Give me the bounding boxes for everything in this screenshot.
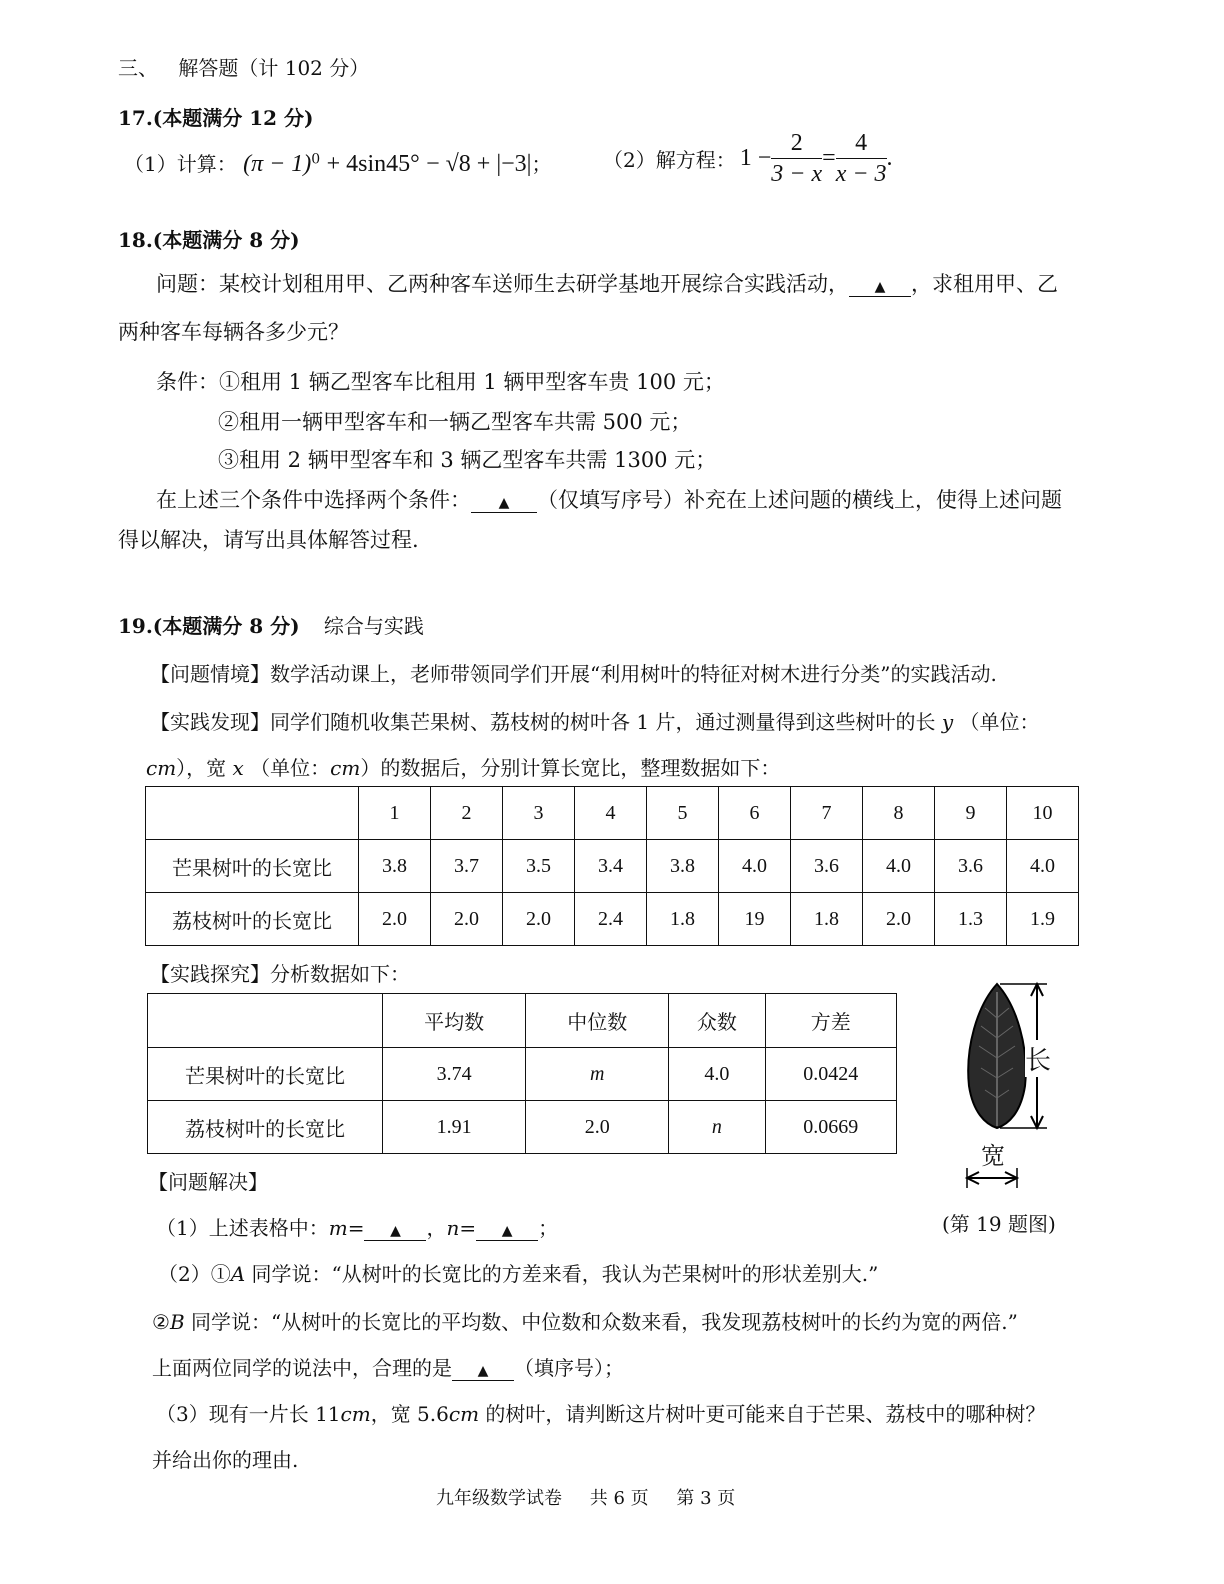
q18-instr-b: （仅填写序号）补充在上述问题的横线上，使得上述问题 <box>537 488 1062 512</box>
q18-instruction-line1 <box>156 484 1062 514</box>
q18-header: 18.(本题满分 8 分) <box>118 228 300 252</box>
answer-blank[interactable]: ▲ <box>452 1362 514 1381</box>
q19-discovery-line2 <box>146 752 780 781</box>
answer-blank[interactable]: ▲ <box>471 494 537 513</box>
table-header-cell: 方差 <box>765 994 896 1048</box>
table-cell: 2.0 <box>503 893 575 946</box>
table-header-cell: 众数 <box>669 994 765 1048</box>
table-cell: 2.0 <box>863 893 935 946</box>
table-cell: 0.0669 <box>765 1101 896 1154</box>
fraction-2-numerator: 4 <box>836 128 887 159</box>
var-y: y <box>941 710 954 734</box>
q18-problem-a: 问题：某校计划租用甲、乙两种客车送师生去研学基地开展综合实践活动， <box>156 272 849 296</box>
q18-problem-line2: 两种客车每辆各多少元？ <box>118 320 349 344</box>
table-cell: 4.0 <box>1007 840 1079 893</box>
table-cell: 2.4 <box>575 893 647 946</box>
table-cell: 1.9 <box>1007 893 1079 946</box>
answer-blank-n[interactable]: ▲ <box>476 1222 538 1241</box>
q17-part2-fraction-2 <box>836 128 887 189</box>
table-header-cell: 中位数 <box>526 994 669 1048</box>
row-label: 荔枝树叶的长宽比 <box>146 893 359 946</box>
q19-topic: 综合与实践 <box>323 614 424 638</box>
q17-part2-end: . <box>886 145 893 171</box>
fraction-2-denominator: x − 3 <box>835 161 887 187</box>
q19-p1-label: （1）上述表格中： <box>156 1216 329 1240</box>
leaf-figure <box>945 978 1075 1198</box>
table-row <box>146 840 1079 893</box>
q18-problem-line1 <box>156 268 1058 298</box>
table-header-cell: 7 <box>791 787 863 840</box>
q19-situation: 【问题情境】数学活动课上，老师带领同学们开展“利用树叶的特征对树木进行分类”的实践活动. <box>150 662 997 686</box>
unit-cm: cm <box>340 1402 371 1426</box>
q17-part1-expr-c: − √8 + |−3| <box>426 151 532 177</box>
fraction-1-denominator: 3 − x <box>771 161 823 187</box>
q17-part2-label: （2）解方程： <box>603 148 736 172</box>
q19-solve-heading: 【问题解决】 <box>148 1170 268 1194</box>
q17-part2-fraction-1 <box>771 128 822 189</box>
leaf-length-label: 长 <box>1025 1040 1051 1077</box>
q17-part1-expr-b: + 4sin45° <box>326 151 420 177</box>
ratio-table <box>145 786 1079 946</box>
equals-sign: = <box>347 1216 365 1240</box>
q19-p2-statement-b: 同学说：“从树叶的长宽比的平均数、中位数和众数来看，我发现荔枝树叶的长约为宽的两倍.” <box>184 1310 1018 1334</box>
unit-cm: cm <box>330 756 361 780</box>
q19-part3-line1 <box>156 1398 1045 1427</box>
row-label: 芒果树叶的长宽比 <box>146 840 359 893</box>
table-header-cell: 1 <box>359 787 431 840</box>
table-cell: 3.4 <box>575 840 647 893</box>
q17-part1-exponent: 0 <box>311 151 321 168</box>
table-header-cell: 8 <box>863 787 935 840</box>
circle-2: ② <box>152 1310 170 1334</box>
table-cell: n <box>669 1101 765 1154</box>
table-cell: 1.91 <box>383 1101 526 1154</box>
q19-part2-line3 <box>152 1352 624 1381</box>
q19-discovery-line2-e: ）的数据后，分别计算长宽比，整理数据如下： <box>360 756 781 780</box>
table-header-cell: 2 <box>431 787 503 840</box>
footer-page-number: 第 3 页 <box>676 1488 736 1509</box>
table-cell: 3.7 <box>431 840 503 893</box>
section-number: 三、 <box>118 56 158 80</box>
table-cell: 2.0 <box>431 893 503 946</box>
table-header-cell: 10 <box>1007 787 1079 840</box>
table-cell: 4.0 <box>719 840 791 893</box>
section-header <box>118 52 369 81</box>
q19-part3-line2: 并给出你的理由. <box>152 1448 299 1472</box>
table-cell: 3.6 <box>935 840 1007 893</box>
table-cell: 3.8 <box>359 840 431 893</box>
q18-cond-label: 条件： <box>156 370 219 394</box>
q19-header-line <box>118 610 424 639</box>
q19-part1 <box>156 1212 558 1241</box>
separator: ， <box>426 1216 447 1240</box>
section-score: （计 102 分） <box>238 56 370 80</box>
q18-condition-2: ②租用一辆甲型客车和一辆乙型客车共需 500 元； <box>218 410 692 434</box>
q19-p2-statement-a: 同学说：“从树叶的长宽比的方差来看，我认为芒果树叶的形状差别大.” <box>245 1262 879 1286</box>
row-label: 芒果树叶的长宽比 <box>148 1048 383 1101</box>
answer-blank[interactable]: ▲ <box>849 278 911 297</box>
q19-p2-label: （2）① <box>158 1262 231 1286</box>
table-row <box>148 1048 897 1101</box>
table-cell: m <box>526 1048 669 1101</box>
figure-caption: (第 19 题图) <box>942 1212 1056 1236</box>
row-label: 荔枝树叶的长宽比 <box>148 1101 383 1154</box>
q17-part1-end: ； <box>531 152 552 176</box>
q17-part1-expr-a: (π − 1) <box>243 151 312 177</box>
table-cell: 3.5 <box>503 840 575 893</box>
equals-sign: = <box>459 1216 477 1240</box>
q19-part2-line1 <box>158 1258 878 1287</box>
unit-cm: cm <box>448 1402 480 1426</box>
page-footer <box>436 1484 735 1510</box>
table-header-cell: 9 <box>935 787 1007 840</box>
table-cell: 2.0 <box>359 893 431 946</box>
q19-p3-c: 的树叶，请判断这片树叶更可能来自于芒果、荔枝中的哪种树？ <box>479 1402 1046 1426</box>
q17-part1-label: （1）计算： <box>124 152 237 176</box>
table-cell: 4.0 <box>863 840 935 893</box>
q17-part1 <box>124 148 551 178</box>
q19-discovery-a: 【实践发现】同学们随机收集芒果树、荔枝树的树叶各 1 片，通过测量得到这些树叶的长 <box>150 710 936 734</box>
table-row <box>148 1101 897 1154</box>
var-n: n <box>446 1216 460 1240</box>
table-cell: 3.8 <box>647 840 719 893</box>
table-header-row <box>148 994 897 1048</box>
q17-part2 <box>603 128 893 189</box>
q19-p3-a: （3）现有一片长 11 <box>156 1402 341 1426</box>
section-title: 解答题 <box>178 56 239 80</box>
table-cell: 0.0424 <box>765 1048 896 1101</box>
table-header-cell: 平均数 <box>383 994 526 1048</box>
footer-subject: 九年级数学试卷 <box>436 1488 562 1509</box>
q19-discovery-b: （单位： <box>959 710 1040 734</box>
table-corner-cell <box>148 994 383 1048</box>
q19-explore: 【实践探究】分析数据如下： <box>150 962 410 986</box>
q19-p3-b: ，宽 5.6 <box>370 1402 449 1426</box>
table-header-row <box>146 787 1079 840</box>
table-corner-cell <box>146 787 359 840</box>
stats-table <box>147 993 897 1154</box>
var-m: m <box>328 1216 348 1240</box>
q18-condition-3: ③租用 2 辆甲型客车和 3 辆乙型客车共需 1300 元； <box>218 448 717 472</box>
q17-header: 17.(本题满分 12 分) <box>118 106 314 130</box>
table-cell: 1.8 <box>791 893 863 946</box>
q19-part2-line2 <box>152 1306 1018 1335</box>
q17-part2-one: 1 − <box>739 145 772 171</box>
answer-blank-m[interactable]: ▲ <box>364 1222 426 1241</box>
table-row <box>146 893 1079 946</box>
table-cell: 19 <box>719 893 791 946</box>
var-x: x <box>232 756 244 780</box>
q19-discovery-line1 <box>150 706 1039 735</box>
table-header-cell: 6 <box>719 787 791 840</box>
fraction-1-numerator: 2 <box>771 128 822 159</box>
table-header-cell: 3 <box>503 787 575 840</box>
q18-problem-b: ，求租用甲、乙 <box>911 272 1058 296</box>
student-b: B <box>169 1310 185 1334</box>
table-cell: 1.3 <box>935 893 1007 946</box>
table-cell: 3.74 <box>383 1048 526 1101</box>
table-header-cell: 5 <box>647 787 719 840</box>
q17-part2-equals: = <box>822 145 836 171</box>
q19-discovery-line2-b: ），宽 <box>176 756 227 780</box>
q19-p2-hint: （填序号）； <box>514 1356 624 1380</box>
q19-p2-question: 上面两位同学的说法中，合理的是 <box>152 1356 452 1380</box>
table-header-cell: 4 <box>575 787 647 840</box>
footer-total-pages: 共 6 页 <box>589 1488 649 1509</box>
q18-cond1-text: ①租用 1 辆乙型客车比租用 1 辆甲型客车贵 100 元； <box>219 370 725 394</box>
table-cell: 4.0 <box>669 1048 765 1101</box>
unit-cm: cm <box>146 756 177 780</box>
q18-instruction-line2: 得以解决，请写出具体解答过程. <box>118 528 419 552</box>
q19-header: 19.(本题满分 8 分) <box>118 614 300 638</box>
table-cell: 1.8 <box>647 893 719 946</box>
q19-discovery-line2-c: （单位： <box>250 756 331 780</box>
student-a: A <box>230 1262 246 1286</box>
q18-condition-1 <box>156 366 725 396</box>
table-cell: 2.0 <box>526 1101 669 1154</box>
leaf-width-label: 宽 <box>981 1142 1005 1170</box>
q19-p1-end: ； <box>538 1216 559 1240</box>
q18-instr-a: 在上述三个条件中选择两个条件： <box>156 488 471 512</box>
table-cell: 3.6 <box>791 840 863 893</box>
